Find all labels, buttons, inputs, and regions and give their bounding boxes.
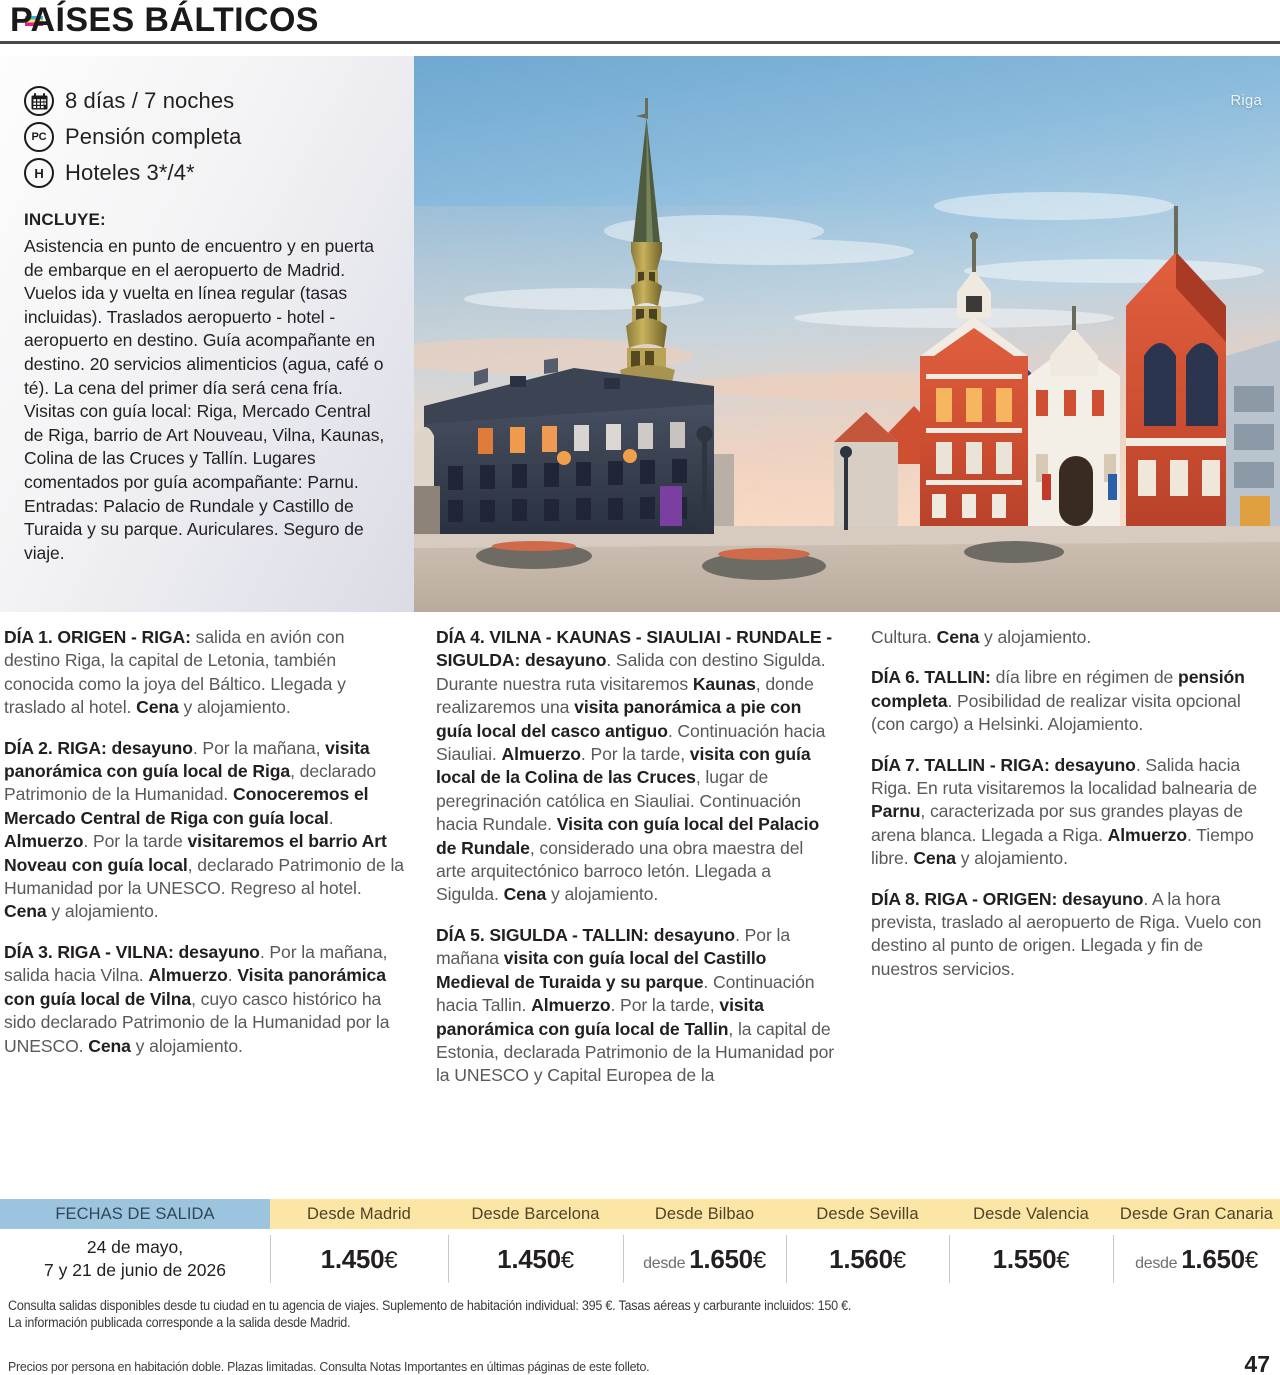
itinerary-text: . Salida con destino Sigulda. Durante nuestra ruta visitaremos <box>436 650 826 694</box>
itinerary-text: y alojamiento. <box>46 901 159 922</box>
trip-feature-2 <box>24 122 392 152</box>
itinerary-text: y alojamiento. <box>979 627 1092 647</box>
price-cell <box>448 1229 623 1289</box>
itinerary-highlight: DÍA 4. VILNA - KAUNAS - SIAULIAI - RUNDALE - SIGULDA: desayuno <box>436 627 833 671</box>
price-column-header: Desde Madrid <box>270 1199 448 1229</box>
price-value: 1.450€ <box>320 1243 398 1274</box>
page-title: PAÍSES BÁLTICOS <box>10 1 319 39</box>
itinerary-text: y alojamiento. <box>178 697 291 718</box>
price-table-body-row <box>0 1229 1280 1289</box>
itinerary-highlight: visita con guía local de la Colina de las Cruces <box>436 744 811 788</box>
includes-heading: INCLUYE: <box>24 210 106 229</box>
itinerary-text: . A la hora prevista, traslado al aeropuerto de Riga. Vuelo con destino al punto de origen. Llegada y fin de nuestros servicios. <box>871 888 1262 979</box>
itinerary-text: . Por la tarde <box>83 831 188 852</box>
footer-note-primary: Consulta salidas disponibles desde tu ciudad en tu agencia de viajes. Suplemento de habitación individual: 395 €. Tasas aéreas y carburante incluidos: 150 €. La información publicada corresponde a la salida desde Madrid. <box>8 1298 852 1330</box>
price-table-header-row <box>0 1199 1280 1229</box>
destination-photo <box>414 56 1280 612</box>
itinerary-highlight: Almuerzo <box>148 965 228 986</box>
itinerary-column-3 <box>871 626 1271 998</box>
price-column-header: Desde Gran Canaria <box>1113 1199 1280 1229</box>
itinerary-text: y alojamiento. <box>955 848 1068 869</box>
itinerary-text: . Por la mañana, <box>192 737 326 758</box>
itinerary-highlight: Cena <box>503 884 547 905</box>
trip-feature-label: Hoteles 3*/4* <box>65 160 195 185</box>
itinerary-section <box>0 626 1280 1186</box>
itinerary-text: . Por la mañana, salida hacia Vilna. <box>4 941 388 986</box>
itinerary-day-paragraph <box>871 626 1271 649</box>
currency-symbol: € <box>1244 1246 1258 1274</box>
currency-symbol: € <box>892 1246 906 1274</box>
itinerary-day-paragraph <box>4 737 404 924</box>
price-prefix: desde <box>1135 1254 1178 1272</box>
currency-symbol: € <box>1056 1246 1070 1274</box>
itinerary-text: . Por la tarde, <box>580 744 690 765</box>
trip-feature-3 <box>24 158 392 188</box>
price-value: desde 1.650€ <box>643 1243 766 1274</box>
calendar-icon <box>24 86 54 116</box>
itinerary-highlight: Cena <box>913 848 956 869</box>
itinerary-day-paragraph <box>4 626 404 720</box>
itinerary-column-1 <box>4 626 404 1075</box>
itinerary-highlight: DÍA 7. TALLIN - RIGA: desayuno <box>871 754 1136 775</box>
currency-symbol: € <box>752 1246 766 1274</box>
itinerary-highlight: DÍA 5. SIGULDA - TALLIN: desayuno <box>436 924 736 945</box>
itinerary-day-paragraph <box>871 754 1271 871</box>
pension-completa-icon <box>24 122 54 152</box>
trip-features-list <box>24 86 392 188</box>
trip-feature-label: Pensión completa <box>65 124 242 149</box>
itinerary-highlight: Cena <box>88 1035 131 1056</box>
itinerary-day-paragraph <box>871 888 1271 982</box>
itinerary-text: , considerado una obra maestra del arte arquitectónico barroco letón. Llegada a Sigulda. <box>436 837 804 905</box>
price-column-header: Desde Sevilla <box>786 1199 949 1229</box>
feature-icon-label: PC <box>31 131 47 143</box>
itinerary-highlight: Almuerzo <box>4 831 84 852</box>
itinerary-text: , cuyo casco histórico ha sido declarado Patrimonio de la Humanidad por la UNESCO. <box>4 988 390 1056</box>
itinerary-highlight: DÍA 3. RIGA - VILNA: desayuno <box>4 941 260 962</box>
hotel-icon <box>24 158 54 188</box>
price-cell <box>1113 1229 1280 1289</box>
price-column-header: Desde Barcelona <box>448 1199 623 1229</box>
price-value: desde 1.650€ <box>1135 1243 1258 1274</box>
itinerary-day-paragraph <box>436 924 836 1088</box>
itinerary-text: . Continuación hacia Tallin. <box>436 971 815 1016</box>
itinerary-text: día libre en régimen de <box>990 667 1179 688</box>
itinerary-text: y alojamiento. <box>546 884 659 905</box>
itinerary-text: , donde realizaremos una <box>436 673 814 718</box>
itinerary-text: . Salida hacia Riga. En ruta visitaremos la localidad balnearia de <box>871 754 1258 799</box>
itinerary-highlight: visitaremos el barrio Art Noveau con guía local <box>4 831 387 875</box>
price-cell <box>270 1229 448 1289</box>
itinerary-column-2 <box>436 626 836 1105</box>
itinerary-highlight: pensión completa <box>871 667 1245 711</box>
itinerary-highlight: Kaunas <box>692 673 756 694</box>
itinerary-text: . Por la tarde, <box>610 995 720 1016</box>
feature-icon-label: H <box>34 165 44 181</box>
itinerary-text: , caracterizada por sus grandes playas de arena blanca. Llegada a Riga. <box>871 801 1243 845</box>
itinerary-text: . Tiempo libre. <box>871 824 1254 869</box>
itinerary-highlight: Cena <box>4 901 47 922</box>
footer-note-secondary: Precios por persona en habitación doble. Plazas limitadas. Consulta Notas Importantes en últimas páginas de este folleto. <box>8 1359 650 1374</box>
itinerary-highlight: Conoceremos el Mercado Central de Riga con guía local <box>4 784 369 828</box>
trip-feature-1 <box>24 86 392 116</box>
itinerary-highlight: Almuerzo <box>1107 824 1188 845</box>
itinerary-day-paragraph <box>436 626 836 907</box>
price-value: 1.560€ <box>829 1243 906 1274</box>
price-prefix: desde <box>643 1254 686 1272</box>
page-number: 47 <box>1244 1351 1270 1375</box>
price-table-dates-header: FECHAS DE SALIDA <box>0 1199 270 1229</box>
itinerary-highlight: Visita con guía local del Palacio de Rundale <box>436 814 820 858</box>
trip-feature-label: 8 días / 7 noches <box>65 88 235 113</box>
trip-info-panel <box>0 56 414 612</box>
itinerary-text: , declarado Patrimonio de la Humanidad por la UNESCO. Regreso al hotel. <box>4 854 404 899</box>
hero-section <box>0 56 1280 612</box>
itinerary-highlight: Almuerzo <box>501 744 581 765</box>
itinerary-text: , declarado Patrimonio de la Humanidad. <box>4 761 377 805</box>
itinerary-text: . Posibilidad de realizar visita opcional (con cargo) a Helsinki. Alojamiento. <box>871 690 1241 735</box>
itinerary-text: , la capital de Estonia, declarada Patrimonio de la Humanidad por la UNESCO y Capital Europea de la <box>436 1018 835 1086</box>
price-cell <box>623 1229 786 1289</box>
includes-text: Asistencia en punto de encuentro y en puerta de embarque en el aeropuerto de Madrid. Vuelos ida y vuelta en línea regular (tasas incluidas). Traslados aeropuerto - hotel - aeropuerto en destino. Guía acompañante en destino. 20 servicios alimenticios (agua, café o té). La cena del primer día será cena fría. Visitas con guía local: Riga, Mercado Central de Riga, barrio de Art Nouveau, Vilna, Kaunas, Colina de las Cruces y Tallín. Lugares comentados por guía acompañante: Parnu. Entradas: Palacio de Rundale y Castillo de Turaida y su parque. Auriculares. Seguro de viaje. <box>24 236 385 563</box>
itinerary-highlight: Parnu <box>871 801 921 822</box>
itinerary-day-paragraph <box>4 941 404 1058</box>
price-cell <box>786 1229 949 1289</box>
price-cell <box>949 1229 1113 1289</box>
page-header <box>0 0 1280 48</box>
itinerary-text: . <box>328 807 334 828</box>
itinerary-highlight: visita panorámica con guía local de Riga <box>4 737 370 782</box>
price-value: 1.550€ <box>992 1243 1070 1274</box>
itinerary-highlight: visita con guía local del Castillo Medieval de Turaida y su parque <box>436 948 767 992</box>
itinerary-text: y alojamiento. <box>130 1035 243 1056</box>
departure-dates-value: 24 de mayo, 7 y 21 de junio de 2026 <box>44 1237 226 1280</box>
itinerary-highlight: Almuerzo <box>531 995 611 1016</box>
header-divider <box>0 41 1280 44</box>
itinerary-text: Cultura. <box>871 627 937 647</box>
itinerary-text: . Por la mañana <box>436 924 790 969</box>
photo-caption: Riga <box>1230 92 1262 109</box>
price-column-header: Desde Valencia <box>949 1199 1113 1229</box>
currency-symbol: € <box>560 1246 574 1274</box>
price-value: 1.450€ <box>497 1243 574 1274</box>
itinerary-text: . Continuación hacia Siauliai. <box>436 720 826 765</box>
itinerary-highlight: DÍA 2. RIGA: desayuno <box>4 737 193 758</box>
itinerary-highlight: DÍA 8. RIGA - ORIGEN: desayuno <box>871 888 1144 909</box>
itinerary-highlight: visita panorámica a pie con guía local del casco antiguo <box>436 697 802 741</box>
itinerary-text: , lugar de peregrinación católica en Siauliai. Continuación hacia Rundale. <box>436 767 801 835</box>
price-column-header: Desde Bilbao <box>623 1199 786 1229</box>
currency-symbol: € <box>384 1246 398 1274</box>
itinerary-text: . <box>227 965 238 986</box>
price-table <box>0 1199 1280 1289</box>
itinerary-highlight: Visita panorámica con guía local de Vilna <box>4 965 386 1009</box>
itinerary-highlight: Cena <box>936 627 980 647</box>
itinerary-day-paragraph <box>871 666 1271 736</box>
itinerary-highlight: DÍA 6. TALLIN: <box>871 667 991 688</box>
price-table-dates-cell <box>0 1229 270 1289</box>
itinerary-highlight: Cena <box>136 697 179 718</box>
riga-old-town-illustration <box>414 56 1280 612</box>
itinerary-highlight: DÍA 1. ORIGEN - RIGA: <box>4 627 191 647</box>
itinerary-highlight: visita panorámica con guía local de Tallin <box>436 995 764 1039</box>
itinerary-text: salida en avión con destino Riga, la capital de Letonia, también conocida como la joya del Báltico. Llegada y traslado al hotel. <box>4 627 346 718</box>
